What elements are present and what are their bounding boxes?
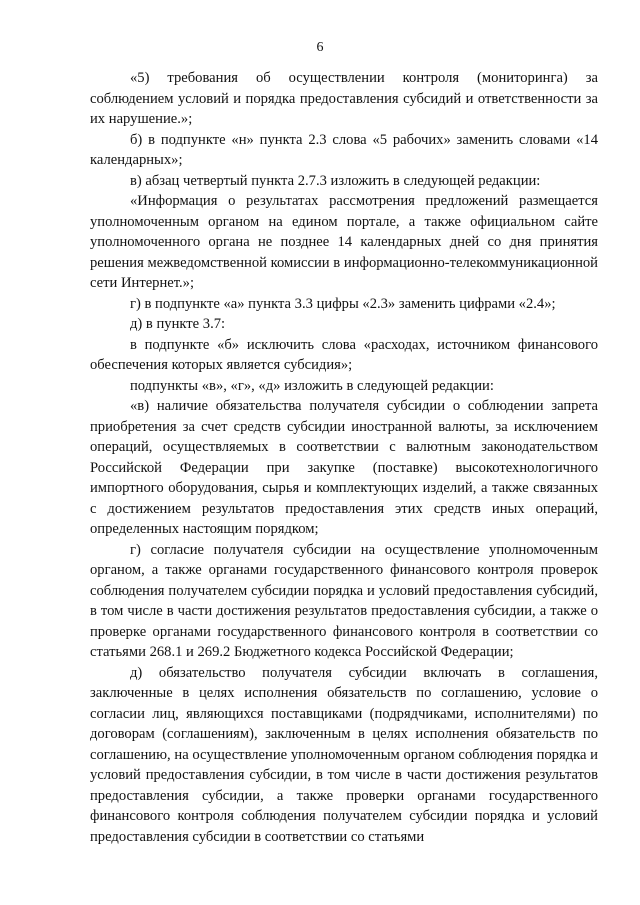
- page-number: 6: [316, 40, 324, 55]
- paragraph-quote-g: г) согласие получателя субсидии на осуществление уполномоченным органом, а также органами государственного финансового контроля проверок соблюдения получателем субсидии порядка и условий предоставления субсидий, в том числе в части достижения результатов предоставления субсидии, а также о проверке органами государственного финансового контроля в соответствии со статьями 268.1 и 269.2 Бюджетного кодекса Российской Федерации;: [90, 541, 598, 660]
- paragraph-g-subpoint-a: г) в подпункте «а» пункта 3.3 цифры «2.3» заменить цифрами «2.4»;: [130, 295, 556, 312]
- paragraph-subpoint-b-exclude: в подпункте «б» исключить слова «расходах, источником финансового обеспечения которых является субсидия»;: [90, 336, 598, 373]
- paragraph-quote-v: «в) наличие обязательства получателя субсидии о соблюдении запрета приобретения за счет средств субсидии иностранной валюты, за исключением операций, осуществляемых в соответствии с валютным законодательством Российской Федерации при закупке (поставке) высокотехнологичного импортного оборудования, сырья и комплектующих изделий, а также связанных с достижением результатов предоставления этих средств иных операций, определенных настоящим порядком;: [90, 398, 598, 537]
- paragraph-quote-information: «Информация о результатах рассмотрения предложений размещается уполномоченным органом на едином портале, а также официальном сайте уполномоченного органа не позднее 14 календарных дней со дня принятия решения межведомственной комиссии в информационно-телекоммуникационной сети Интернет.»;: [90, 193, 598, 291]
- paragraph-quote-d: д) обязательство получателя субсидии включать в соглашения, заключенные в целях исполнения обязательств по соглашению, условие о согласии лиц, являющихся поставщиками (подрядчиками, исполнителями) по договорам (соглашениям), заключенным в целях исполнения обязательств по соглашению, на осуществление уполномоченным органом соблюдения порядка и условий предоставления субсидии, в том числе в части достижения результатов предоставления субсидии, а также проверки органами государственного финансового контроля соблюдения получателем субсидии порядка и условий предоставления субсидии в соответствии со статьями: [90, 664, 598, 845]
- paragraph-b-subpoint-n: б) в подпункте «н» пункта 2.3 слова «5 рабочих» заменить словами «14 календарных»;: [90, 131, 598, 168]
- paragraph-subpoints-v-g-d: подпункты «в», «г», «д» изложить в следующей редакции:: [130, 377, 494, 394]
- paragraph-v-abzac-2-7-3: в) абзац четвертый пункта 2.7.3 изложить в следующей редакции:: [130, 172, 541, 189]
- document-body: [90, 68, 598, 847]
- paragraph-d-point-3-7: д) в пункте 3.7:: [130, 316, 226, 332]
- paragraph-item-5-requirements: «5) требования об осуществлении контроля (мониторинга) за соблюдением условий и порядка предоставления субсидий и ответственности за их нарушение.»;: [90, 70, 598, 127]
